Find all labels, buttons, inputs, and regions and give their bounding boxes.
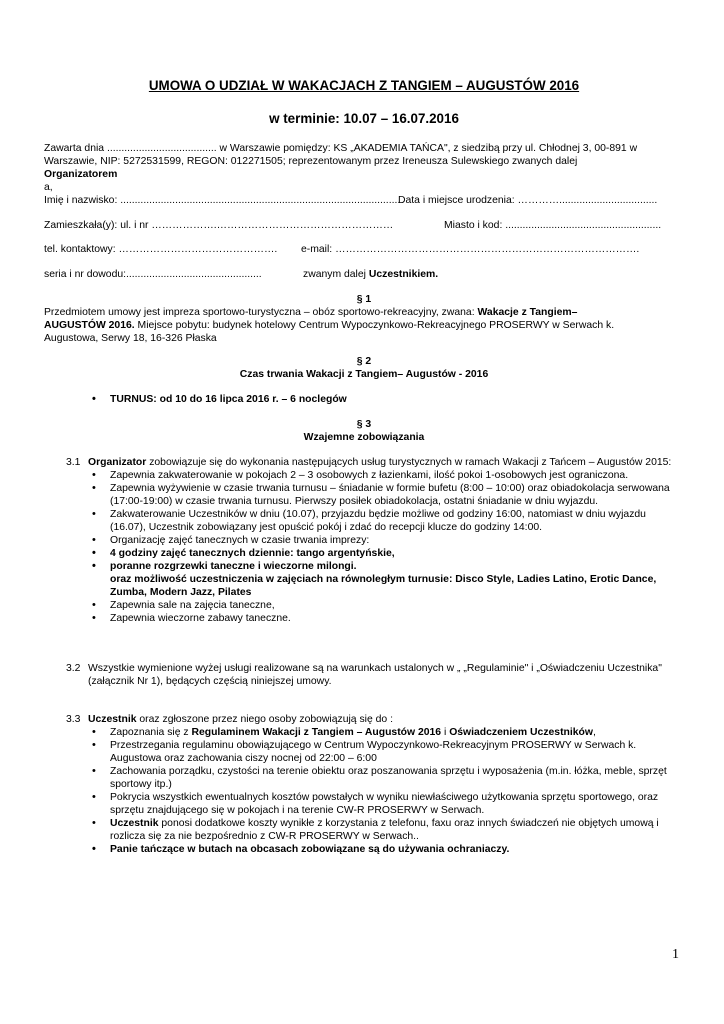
list-item: • Panie tańczące w butach na obcasach zobowiązane są do używania ochraniaczy. <box>88 843 684 856</box>
clause-3-2-text: Wszystkie wymienione wyżej usługi realizowane są na warunkach ustalonych w „ „Regulaminie" i „Oświadczeniu Uczestnika" (załącznik Nr 1), będących częścią niniejszej umowy. <box>88 663 662 687</box>
name-field-row <box>44 194 684 207</box>
section-1-heading: § 1 <box>356 294 372 305</box>
list-item: • poranne rozgrzewki taneczne i wieczorne milongi. <box>88 560 684 573</box>
name-field: Imię i nazwisko: ................................................................................................. <box>44 195 401 206</box>
id-field-row <box>44 268 684 281</box>
intro-paragraph <box>44 142 684 194</box>
list-item: • Zachowania porządku, czystości na terenie obiektu oraz poszanowania sprzętu i wyposażenia (m.in. łóżka, meble, sprzęt sportowy itp.) <box>88 765 684 791</box>
clause-3-3-list <box>88 726 684 856</box>
participant-label: zwanym dalej Uczestnikiem. <box>303 269 439 280</box>
contact-field-row <box>44 243 684 256</box>
page-number: 1 <box>672 947 679 962</box>
list-item: • Zakwaterowanie Uczestników w dniu (10.07), przyjazdu będzie możliwe od godziny 16:00, natomiast w dniu wyjazdu (16.07), Uczestnik zobowiązany jest opuścić pokój i zdać do recepcji klucze do godziny 14:00. <box>88 508 684 534</box>
clause-3-3-number: 3.3 <box>66 714 81 725</box>
organizer-label: Organizatorem <box>44 169 118 180</box>
section-2-subheading: Czas trwania Wakacji z Tangiem– Augustów - 2016 <box>239 369 489 380</box>
section-1-text: Przedmiotem umowy jest impreza sportowo-turystyczna – obóz sportowo-rekreacyjny, zwana: Wakacje z Tangiem– AUGUSTÓW 2016. Miejsce pobytu: budynek hotelowy Centrum Wypoczynkowo-Rekreacyjnego PROSERWY w Serwach k. Augustowa, Serwy 18, 16-326 Płaska <box>44 307 615 344</box>
clause-3-1-number: 3.1 <box>66 457 81 468</box>
intro-a: a, <box>44 182 53 193</box>
clause-3-1-intro: Organizator zobowiązuje się do wykonania następujących usług turystycznych w ramach Wakacji z Tańcem – Augustów 2015: <box>88 457 672 468</box>
address-field: Zamieszkała(y): ul. i nr ……………….…………………………………………… <box>44 220 394 231</box>
section-3-subheading: Wzajemne zobowiązania <box>303 432 425 443</box>
list-item: • Zapewnia sale na zajęcia taneczne, <box>88 599 684 612</box>
section-3-heading: § 3 <box>356 419 372 430</box>
city-field: Miasto i kod: ...................................................... <box>444 220 662 231</box>
intro-line-1: Zawarta dnia ...................................... w Warszawie pomiędzy: KS „AKADEMIA TAŃCA", z siedzibą przy ul. Chłodnej 3, 00-891 w <box>44 143 638 154</box>
address-field-row <box>44 219 684 232</box>
list-item: • Pokrycia wszystkich ewentualnych kosztów powstałych w wyniku niewłaściwego użytkowania sprzętu sportowego, oraz sprzętu znajdującego się w pokojach i na terenie CW-R PROSERWY w Serwach. <box>88 791 684 817</box>
turnus-item: • TURNUS: od 10 do 16 lipca 2016 r. – 6 noclegów <box>88 393 684 406</box>
list-item: • Uczestnik ponosi dodatkowe koszty wynikłe z korzystania z telefonu, faxu oraz innych świadczeń nie objętych umową i rozlicza się za nie bezpośrednio z CW-R PROSERWY w Serwach.. <box>88 817 684 843</box>
id-field: seria i nr dowodu:............................................... <box>44 269 262 280</box>
clause-3-3-intro: Uczestnik oraz zgłoszone przez niego osoby zobowiązują się do : <box>88 714 393 725</box>
clause-3-1-list <box>88 469 684 625</box>
list-item: • Zapoznania się z Regulaminem Wakacji z Tangiem – Augustów 2016 i Oświadczeniem Uczestników, <box>88 726 684 739</box>
phone-field: tel. kontaktowy: ………………………………………. <box>44 244 278 255</box>
list-item: • Zapewnia wyżywienie w czasie trwania turnusu – śniadanie w formie bufetu (8:00 – 10:00) oraz obiadokolacja serwowana (17:00-19:00) w czasie trwania turnusu. Pierwszy posiłek obiadokolacja, ostatni śniadanie w dniu wyjazdu. <box>88 482 684 508</box>
clause-3-2-number: 3.2 <box>66 663 81 674</box>
list-item-continuation: oraz możliwość uczestniczenia w zajęciach na równoległym turnusie: Disco Style, Ladies Latino, Erotic Dance, Zumba, Modern Jazz, Pilates <box>110 574 657 598</box>
birth-field: Data i miejsce urodzenia: ………….................................. <box>398 195 658 206</box>
document-subtitle: w terminie: 10.07 – 16.07.2016 <box>269 111 459 126</box>
section-2-list <box>88 393 684 406</box>
list-item: • Zapewnia zakwaterowanie w pokojach 2 – 3 osobowych z łazienkami, ilość pokoi 1-osobowych jest ograniczona. <box>88 469 684 482</box>
section-2-heading: § 2 <box>356 356 372 367</box>
document-title: UMOWA O UDZIAŁ W WAKACJACH Z TANGIEM – AUGUSTÓW 2016 <box>148 78 580 93</box>
list-item: • Przestrzegania regulaminu obowiązującego w Centrum Wypoczynkowo-Rekreacyjnym PROSERWY w Serwach k. Augustowa oraz zachowania ciszy nocnej od 22:00 – 6:00 <box>88 739 684 765</box>
email-field: e-mail: ……………………………………………………………………………. <box>301 244 640 255</box>
intro-line-2: Warszawie, NIP: 5272531599, REGON: 012271505; reprezentowanym przez Ireneusza Sulewskiego zwanych dalej <box>44 156 578 167</box>
list-item: • Organizację zajęć tanecznych w czasie trwania imprezy: <box>88 534 684 547</box>
list-item: • 4 godziny zajęć tanecznych dziennie: tango argentyńskie, <box>88 547 684 560</box>
list-item: • Zapewnia wieczorne zabawy taneczne. <box>88 612 684 625</box>
